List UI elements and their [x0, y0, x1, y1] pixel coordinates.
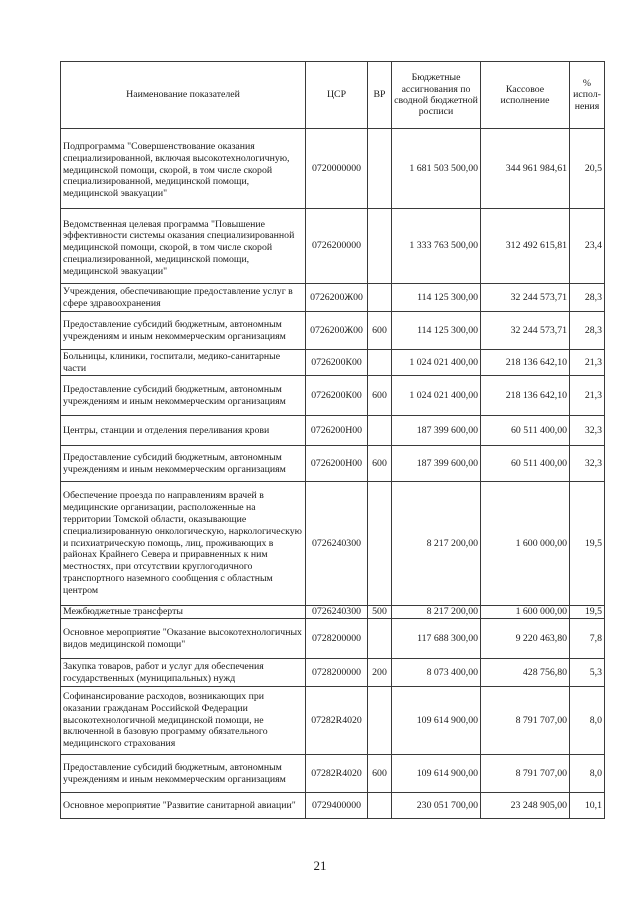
row-vr [368, 687, 392, 755]
row-percent: 21,3 [570, 376, 605, 416]
row-vr: 600 [368, 312, 392, 350]
table-row [61, 755, 605, 793]
row-percent: 21,3 [570, 350, 605, 376]
row-name: Подпрограмма "Совершенствование оказания специализированной, включая высокотехнологичную, медицинской помощи, скорой, в том числе скорой специализированной, медицинской помощи, медицинской эвакуации" [61, 129, 306, 209]
table-row [61, 129, 605, 209]
row-percent: 19,5 [570, 482, 605, 606]
row-assignments: 187 399 600,00 [392, 416, 481, 446]
row-assignments: 8 073 400,00 [392, 659, 481, 687]
row-vr [368, 619, 392, 659]
row-assignments: 230 051 700,00 [392, 793, 481, 819]
row-assignments: 8 217 200,00 [392, 606, 481, 619]
row-assignments: 114 125 300,00 [392, 312, 481, 350]
table-row [61, 687, 605, 755]
row-percent: 28,3 [570, 284, 605, 312]
table-row [61, 619, 605, 659]
budget-execution-table [60, 61, 605, 819]
row-assignments: 109 614 900,00 [392, 687, 481, 755]
header-name: Наименование показателей [61, 62, 306, 129]
row-csr: 0726240300 [306, 606, 368, 619]
row-name: Софинансирование расходов, возникающих при оказании гражданам Российской Федерации высокотехнологичной медицинской помощи, не включенной в базовую программу обязательного медицинского страхования [61, 687, 306, 755]
row-cash: 60 511 400,00 [481, 446, 570, 482]
row-vr: 500 [368, 606, 392, 619]
row-assignments: 1 333 763 500,00 [392, 209, 481, 284]
row-csr: 0726200К00 [306, 376, 368, 416]
row-name: Ведомственная целевая программа "Повышение эффективности системы оказания специализированной медицинской помощи, скорой, в том числе скорой специализированной, медицинской помощи, медицинской эвакуации" [61, 209, 306, 284]
table-row [61, 376, 605, 416]
row-assignments: 187 399 600,00 [392, 446, 481, 482]
row-name: Предоставление субсидий бюджетным, автономным учреждениям и иным некоммерческим организациям [61, 446, 306, 482]
table-row [61, 416, 605, 446]
row-cash: 312 492 615,81 [481, 209, 570, 284]
row-csr: 0720000000 [306, 129, 368, 209]
header-vr: ВР [368, 62, 392, 129]
row-percent: 10,1 [570, 793, 605, 819]
row-cash: 218 136 642,10 [481, 350, 570, 376]
row-percent: 8,0 [570, 755, 605, 793]
row-csr: 07282R4020 [306, 755, 368, 793]
row-vr [368, 209, 392, 284]
row-assignments: 8 217 200,00 [392, 482, 481, 606]
row-assignments: 1 024 021 400,00 [392, 376, 481, 416]
row-assignments: 1 024 021 400,00 [392, 350, 481, 376]
row-csr: 0726240300 [306, 482, 368, 606]
header-cash: Кассовое исполнение [481, 62, 570, 129]
row-cash: 23 248 905,00 [481, 793, 570, 819]
table-row [61, 312, 605, 350]
row-vr: 200 [368, 659, 392, 687]
row-percent: 7,8 [570, 619, 605, 659]
page-number: 21 [313, 858, 327, 873]
row-csr: 0726200Ж00 [306, 312, 368, 350]
table-row [61, 446, 605, 482]
row-vr [368, 284, 392, 312]
row-vr [368, 793, 392, 819]
row-percent: 5,3 [570, 659, 605, 687]
row-percent: 20,5 [570, 129, 605, 209]
row-name: Предоставление субсидий бюджетным, автономным учреждениям и иным некоммерческим организациям [61, 376, 306, 416]
row-name: Межбюджетные трансферты [61, 606, 306, 619]
table-row [61, 793, 605, 819]
row-cash: 1 600 000,00 [481, 606, 570, 619]
row-csr: 0726200Н00 [306, 446, 368, 482]
table-header-row [61, 62, 605, 129]
row-assignments: 117 688 300,00 [392, 619, 481, 659]
row-name: Предоставление субсидий бюджетным, автономным учреждениям и иным некоммерческим организациям [61, 755, 306, 793]
header-csr: ЦСР [306, 62, 368, 129]
row-csr: 0726200Ж00 [306, 284, 368, 312]
row-name: Закупка товаров, работ и услуг для обеспечения государственных (муниципальных) нужд [61, 659, 306, 687]
row-cash: 1 600 000,00 [481, 482, 570, 606]
row-cash: 32 244 573,71 [481, 284, 570, 312]
row-vr [368, 416, 392, 446]
row-cash: 428 756,80 [481, 659, 570, 687]
table-row [61, 659, 605, 687]
row-vr [368, 482, 392, 606]
row-percent: 23,4 [570, 209, 605, 284]
row-percent: 19,5 [570, 606, 605, 619]
row-vr [368, 129, 392, 209]
table-row [61, 284, 605, 312]
row-name: Основное мероприятие "Развитие санитарной авиации" [61, 793, 306, 819]
table-row [61, 209, 605, 284]
row-name: Основное мероприятие "Оказание высокотехнологичных видов медицинской помощи" [61, 619, 306, 659]
row-name: Больницы, клиники, госпитали, медико-санитарные части [61, 350, 306, 376]
row-percent: 8,0 [570, 687, 605, 755]
row-csr: 07282R4020 [306, 687, 368, 755]
row-name: Предоставление субсидий бюджетным, автономным учреждениям и иным некоммерческим организациям [61, 312, 306, 350]
row-percent: 32,3 [570, 416, 605, 446]
header-percent: % испол-нения [570, 62, 605, 129]
row-csr: 0726200Н00 [306, 416, 368, 446]
row-assignments: 109 614 900,00 [392, 755, 481, 793]
table-row [61, 350, 605, 376]
row-cash: 8 791 707,00 [481, 755, 570, 793]
table-row [61, 606, 605, 619]
row-csr: 0729400000 [306, 793, 368, 819]
row-cash: 218 136 642,10 [481, 376, 570, 416]
row-percent: 28,3 [570, 312, 605, 350]
row-csr: 0726200000 [306, 209, 368, 284]
header-assignments: Бюджетные ассигнования по сводной бюджетной росписи [392, 62, 481, 129]
row-vr: 600 [368, 755, 392, 793]
row-name: Обеспечение проезда по направлениям врачей в медицинские организации, расположенные на территории Томской области, оказывающие специализированную онкологическую, наркологическую и психиатрическую помощь, лиц, проживающих в районах Крайнего Севера и приравненных к ним местностях, при отсутствии круглогодичного транспортного наземного сообщения с областным центром [61, 482, 306, 606]
row-csr: 0726200К00 [306, 350, 368, 376]
table-row [61, 482, 605, 606]
row-percent: 32,3 [570, 446, 605, 482]
row-cash: 8 791 707,00 [481, 687, 570, 755]
row-vr: 600 [368, 376, 392, 416]
row-assignments: 1 681 503 500,00 [392, 129, 481, 209]
row-csr: 0728200000 [306, 659, 368, 687]
row-cash: 344 961 984,61 [481, 129, 570, 209]
row-name: Центры, станции и отделения переливания крови [61, 416, 306, 446]
row-csr: 0728200000 [306, 619, 368, 659]
row-vr [368, 350, 392, 376]
row-name: Учреждения, обеспечивающие предоставление услуг в сфере здравоохранения [61, 284, 306, 312]
row-assignments: 114 125 300,00 [392, 284, 481, 312]
row-cash: 60 511 400,00 [481, 416, 570, 446]
row-cash: 9 220 463,80 [481, 619, 570, 659]
row-cash: 32 244 573,71 [481, 312, 570, 350]
row-vr: 600 [368, 446, 392, 482]
